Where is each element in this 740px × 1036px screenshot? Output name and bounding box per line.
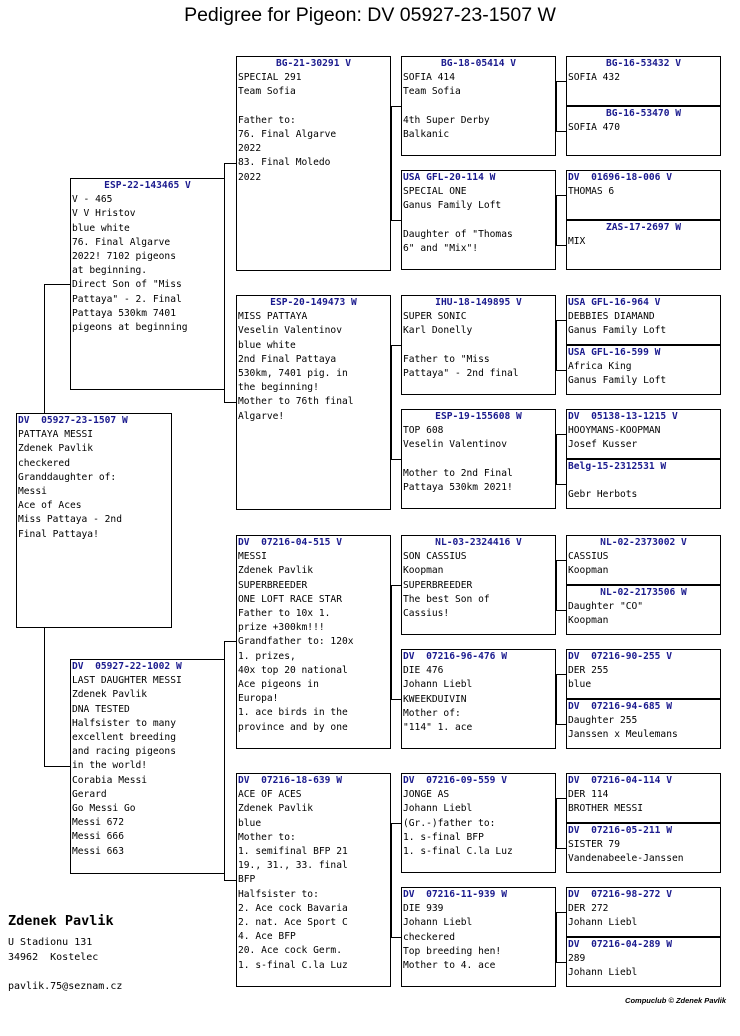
pigeon-info-line: Daughter of "Thomas: [403, 228, 513, 240]
pigeon-info-line: Ace of Aces: [18, 500, 82, 512]
connector-line: [556, 195, 566, 196]
connector-line: [556, 560, 566, 561]
owner-address-line1: U Stadionu 131: [8, 937, 93, 948]
pigeon-info-line: 2nd Final Pattaya: [238, 353, 337, 365]
pigeon-info-line: SUPER SONIC: [403, 311, 467, 323]
pigeon-info-line: Corabia Messi: [72, 774, 148, 786]
pigeon-info-line: Janssen x Meulemans: [568, 729, 678, 741]
connector-line: [44, 766, 70, 767]
pigeon-info-line: [403, 214, 554, 228]
pigeon-card-gggp-12[interactable]: [566, 699, 721, 749]
pigeon-info-line: BFP: [238, 874, 256, 886]
pigeon-info-line: Grandfather to: 120x: [238, 636, 354, 648]
pigeon-info-line: Johann Liebl: [568, 917, 638, 929]
pigeon-info-line: SON CASSIUS: [403, 551, 467, 563]
pigeon-info-line: Pattaya 530km 7401: [72, 307, 176, 319]
pigeon-info-line: Josef Kusser: [568, 439, 638, 451]
pigeon-info-line: 76. Final Algarve: [238, 129, 337, 140]
connector-line: [556, 195, 557, 246]
connector-line: [224, 641, 236, 642]
pigeon-info-line: KWEEKDUIVIN: [403, 693, 467, 705]
connector-line: [391, 106, 401, 107]
pigeon-card-gggp-15[interactable]: [566, 887, 721, 937]
connector-line: [224, 163, 225, 403]
connector-line: [391, 345, 401, 346]
pigeon-card-subject[interactable]: [16, 413, 172, 628]
pigeon-info-line: Veselin Valentinov: [238, 325, 342, 337]
pigeon-info-line: [403, 339, 554, 353]
connector-line: [556, 912, 566, 913]
pigeon-info-line: Team Sofia: [238, 86, 296, 98]
pigeon-info-line: 19., 31., 33. final: [238, 860, 348, 872]
pigeon-info-line: 1. s-final C.la Luz: [403, 846, 513, 858]
pigeon-info-line: Messi 672: [72, 817, 124, 829]
pigeon-info-line: SOFIA 414: [403, 72, 455, 84]
pigeon-card-ggm-1[interactable]: [401, 170, 556, 270]
ring-number: NL-03-2324416 V: [435, 537, 522, 548]
pigeon-info-line: SUPERBREEDER: [238, 579, 308, 591]
ring-number: ESP-20-149473 W: [270, 297, 357, 308]
pigeon-info-line: [238, 100, 389, 114]
pigeon-info-line: 40x top 20 national: [238, 664, 348, 676]
pigeon-info-line: DER 272: [568, 903, 609, 915]
pigeon-info-line: SPECIAL 291: [238, 72, 302, 84]
connector-line: [556, 484, 566, 485]
connector-line: [391, 220, 401, 221]
pigeon-card-gggp-13[interactable]: [566, 773, 721, 823]
pigeon-info-line: (Gr.-)father to:: [403, 817, 496, 829]
ring-number: USA GFL-16-964 V: [568, 297, 661, 308]
connector-line: [391, 699, 401, 700]
pigeon-info-line: Karl Donelly: [403, 325, 473, 337]
ring-number: DV 07216-04-289 W: [568, 939, 672, 950]
pigeon-info-line: Johann Liebl: [403, 803, 473, 815]
connector-line: [391, 823, 401, 824]
pigeon-card-gggp-7[interactable]: [566, 409, 721, 459]
pigeon-info-line: V - 465: [72, 194, 113, 206]
pigeon-info-line: Johann Liebl: [403, 679, 473, 691]
pigeon-info-line: 2. Ace cock Bavaria: [238, 902, 348, 914]
pigeon-info-line: Top breeding hen!: [403, 945, 502, 957]
pigeon-info-line: 1. semifinal BFP 21: [238, 846, 348, 858]
pigeon-card-paternal-grandmother[interactable]: [236, 295, 391, 510]
pigeon-info-line: Father to:: [238, 114, 296, 126]
ring-number: DV 07216-18-639 W: [238, 775, 342, 786]
pigeon-info-line: the beginning!: [238, 382, 319, 394]
connector-line: [556, 674, 557, 725]
connector-line: [391, 937, 401, 938]
pigeon-info-line: Zdenek Pavlik: [238, 803, 314, 815]
pigeon-info-line: DNA TESTED: [72, 703, 130, 715]
pigeon-card-mother[interactable]: [70, 659, 225, 874]
pigeon-info-line: [403, 453, 554, 467]
connector-line: [556, 320, 557, 371]
pigeon-info-line: Mother to 4. ace: [403, 960, 496, 972]
pigeon-info-line: Koopman: [403, 565, 444, 577]
owner-email[interactable]: pavlik.75@seznam.cz: [8, 981, 123, 992]
ring-number: DV 07216-94-685 W: [568, 701, 672, 712]
connector-line: [556, 131, 566, 132]
pigeon-info-line: SUPERBREEDER: [403, 579, 473, 591]
pigeon-info-line: pigeons at beginning: [72, 322, 188, 334]
pigeon-info-line: 76. Final Algarve: [72, 236, 171, 248]
pigeon-card-gggp-1[interactable]: [566, 56, 721, 106]
pigeon-info-line: Gerard: [72, 788, 107, 800]
pigeon-info-line: JONGE AS: [403, 789, 450, 801]
pigeon-card-gggp-9[interactable]: [566, 535, 721, 585]
pigeon-info-line: Cassius!: [403, 608, 450, 620]
pigeon-info-line: Mother of:: [403, 707, 461, 719]
connector-line: [391, 823, 392, 938]
pigeon-card-gggp-10[interactable]: [566, 585, 721, 635]
pigeon-card-gggp-4[interactable]: [566, 220, 721, 270]
pigeon-info-line: Koopman: [568, 565, 609, 577]
pigeon-info-line: 4. Ace BFP: [238, 931, 296, 943]
pigeon-info-line: Pattaya 530km 2021!: [403, 482, 513, 493]
pigeon-info-line: Mother to 76th final: [238, 396, 354, 408]
ring-number: USA GFL-20-114 W: [403, 172, 496, 183]
pigeon-card-maternal-grandmother[interactable]: [236, 773, 391, 987]
pigeon-info-line: 1. prizes,: [238, 650, 296, 662]
pigeon-card-ggm-3[interactable]: [401, 649, 556, 749]
pigeon-info-line: 1. s-final BFP: [403, 831, 484, 843]
pigeon-card-gggp-6[interactable]: [566, 345, 721, 395]
pigeon-info-line: Messi 666: [72, 831, 124, 843]
connector-line: [556, 320, 566, 321]
connector-line: [556, 81, 566, 82]
pigeon-info-line: MESSI: [238, 551, 267, 563]
connector-line: [391, 585, 401, 586]
ring-number: BG-16-53470 W: [605, 108, 682, 119]
page-title: Pedigree for Pigeon: DV 05927-23-1507 W: [184, 4, 556, 26]
pigeon-info-line: SISTER 79: [568, 839, 620, 851]
ring-number: DV 07216-04-515 V: [238, 537, 342, 548]
pigeon-info-line: Vandenabeele-Janssen: [568, 853, 684, 865]
pigeon-info-line: Direct Son of "Miss: [72, 279, 182, 291]
ring-number: ESP-19-155608 W: [435, 411, 522, 422]
pigeon-info-line: 2022! 7102 pigeons: [72, 251, 176, 263]
pigeon-info-line: 1. s-final C.la Luz: [238, 959, 348, 971]
pigeon-info-line: Johann Liebl: [403, 917, 473, 929]
pigeon-info-line: LAST DAUGHTER MESSI: [72, 675, 182, 687]
pigeon-info-line: V V Hristov: [72, 208, 136, 220]
pigeon-card-ggf-3[interactable]: [401, 535, 556, 635]
pigeon-info-line: Zdenek Pavlik: [238, 565, 314, 577]
pigeon-card-ggm-4[interactable]: [401, 887, 556, 987]
pigeon-info-line: Zdenek Pavlik: [18, 443, 94, 455]
pigeon-info-line: Team Sofia: [403, 86, 461, 98]
pigeon-info-line: Veselin Valentinov: [403, 439, 507, 451]
pigeon-info-line: excellent breeding: [72, 732, 176, 744]
ring-number: DV 01696-18-006 V: [568, 172, 672, 183]
connector-line: [556, 245, 566, 246]
ring-number: ESP-22-143465 V: [104, 180, 191, 191]
pigeon-info-line: 4th Super Derby: [403, 114, 490, 126]
pigeon-info-line: Pattaya" - 2nd final: [403, 368, 519, 379]
ring-number: DV 05927-23-1507 W: [18, 415, 128, 426]
pigeon-info-line: DER 255: [568, 665, 609, 677]
connector-line: [556, 434, 566, 435]
ring-number: DV 07216-05-211 W: [568, 825, 672, 836]
pigeon-info-line: 2022: [238, 143, 262, 155]
pigeon-info-line: Ganus Family Loft: [568, 325, 667, 337]
connector-line: [556, 81, 557, 132]
pigeon-info-line: blue white: [238, 339, 296, 351]
pigeon-card-gggp-2[interactable]: [566, 106, 721, 156]
ring-number: DV 07216-96-476 W: [403, 651, 507, 662]
pigeon-info-line: prize +300km!!!: [238, 622, 325, 634]
pigeon-info-line: MIX: [568, 236, 586, 248]
pigeon-card-gggp-16[interactable]: [566, 937, 721, 987]
pigeon-info-line: checkered: [403, 931, 455, 943]
pigeon-info-line: blue: [238, 817, 262, 829]
pigeon-info-line: Father to 10x 1.: [238, 608, 331, 620]
pigeon-info-line: 530km, 7401 pig. in: [238, 368, 348, 380]
pigeon-info-line: 1. ace birds in the: [238, 707, 348, 719]
connector-line: [44, 627, 45, 767]
pigeon-info-line: BROTHER MESSI: [568, 803, 644, 815]
pigeon-info-line: Final Pattaya!: [18, 528, 99, 540]
pigeon-info-line: MISS PATTAYA: [238, 311, 308, 323]
pigeon-info-line: Go Messi Go: [72, 803, 136, 815]
pigeon-info-line: Messi: [18, 486, 47, 498]
pigeon-info-line: Gebr Herbots: [568, 489, 638, 501]
connector-line: [556, 912, 557, 963]
pigeon-card-father[interactable]: [70, 178, 225, 390]
pigeon-info-line: Mother to:: [238, 831, 296, 843]
pigeon-info-line: Balkanic: [403, 129, 450, 140]
connector-line: [224, 402, 236, 403]
pigeon-info-line: [568, 474, 719, 488]
ring-number: DV 07216-09-559 V: [403, 775, 507, 786]
pigeon-info-line: in the world!: [72, 760, 148, 772]
pigeon-card-ggf-2[interactable]: [401, 295, 556, 395]
pigeon-info-line: Daughter "CO": [568, 601, 644, 613]
pigeon-info-line: 6" and "Mix"!: [403, 243, 479, 254]
pigeon-info-line: CASSIUS: [568, 551, 609, 563]
software-credit: Compuclub © Zdenek Pavlik: [625, 996, 726, 1005]
ring-number: BG-21-30291 V: [275, 58, 352, 69]
ring-number: DV 05138-13-1215 V: [568, 411, 678, 422]
ring-number: ZAS-17-2697 W: [605, 222, 682, 233]
pigeon-info-line: SOFIA 432: [568, 72, 620, 84]
connector-line: [556, 370, 566, 371]
pigeon-info-line: Mother to 2nd Final: [403, 467, 513, 479]
pigeon-info-line: DIE 476: [403, 665, 444, 677]
pigeon-info-line: Ganus Family Loft: [403, 200, 502, 212]
ring-number: DV 07216-98-272 V: [568, 889, 672, 900]
connector-line: [224, 163, 236, 164]
owner-name: Zdenek Pavlik: [8, 913, 114, 929]
pigeon-info-line: Halfsister to:: [238, 888, 319, 900]
ring-number: Belg-15-2312531 W: [568, 461, 667, 472]
pigeon-info-line: Europa!: [238, 693, 279, 705]
connector-line: [391, 106, 392, 221]
pigeon-info-line: 20. Ace cock Germ.: [238, 945, 342, 957]
pigeon-info-line: THOMAS 6: [568, 186, 615, 198]
pigeon-info-line: Algarve!: [238, 410, 285, 422]
pigeon-info-line: blue white: [72, 222, 130, 234]
pigeon-info-line: 289: [568, 953, 586, 965]
pigeon-info-line: 2. nat. Ace Sport C: [238, 917, 348, 929]
pigeon-card-paternal-grandfather[interactable]: [236, 56, 391, 271]
pigeon-info-line: Johann Liebl: [568, 967, 638, 979]
pigeon-info-line: HOOYMANS-KOOPMAN: [568, 425, 661, 437]
pigeon-info-line: DEBBIES DIAMAND: [568, 311, 655, 323]
pigeon-info-line: Miss Pattaya - 2nd: [18, 514, 122, 526]
ring-number: DV 05927-22-1002 W: [72, 661, 182, 672]
pigeon-info-line: SOFIA 470: [568, 122, 620, 134]
pigeon-info-line: blue: [568, 679, 592, 691]
pigeon-info-line: TOP 608: [403, 425, 444, 437]
ring-number: DV 07216-04-114 V: [568, 775, 672, 786]
owner-address-line2: 34962 Kostelec: [8, 952, 99, 963]
ring-number: IHU-18-149895 V: [435, 297, 522, 308]
pigeon-card-ggf-1[interactable]: [401, 56, 556, 156]
pigeon-card-gggp-3[interactable]: [566, 170, 721, 220]
ring-number: NL-02-2173506 W: [600, 587, 687, 598]
pigeon-info-line: at beginning.: [72, 265, 148, 277]
pigeon-info-line: Zdenek Pavlik: [72, 689, 148, 701]
pigeon-card-gggp-14[interactable]: [566, 823, 721, 873]
connector-line: [391, 585, 392, 700]
pigeon-card-gggp-8[interactable]: [566, 459, 721, 509]
connector-line: [44, 284, 70, 285]
pigeon-info-line: DER 114: [568, 789, 609, 801]
connector-line: [44, 284, 45, 414]
pigeon-info-line: SPECIAL ONE: [403, 186, 467, 198]
pigeon-info-line: The best Son of: [403, 593, 490, 605]
connector-line: [556, 962, 566, 963]
pigeon-info-line: 2022: [238, 171, 262, 183]
pigeon-info-line: Africa King: [568, 361, 632, 373]
pigeon-info-line: Halfsister to many: [72, 717, 176, 729]
connector-line: [556, 798, 566, 799]
ring-number: DV 07216-11-939 W: [403, 889, 507, 900]
pigeon-info-line: Pattaya" - 2. Final: [72, 293, 182, 305]
connector-line: [391, 459, 401, 460]
connector-line: [556, 434, 557, 485]
connector-line: [224, 641, 225, 881]
pigeon-info-line: DIE 939: [403, 903, 444, 915]
ring-number: NL-02-2373002 V: [600, 537, 687, 548]
pigeon-card-gggp-5[interactable]: [566, 295, 721, 345]
pigeon-info-line: Ganus Family Loft: [568, 375, 667, 387]
pigeon-info-line: Messi 663: [72, 845, 124, 857]
pigeon-info-line: ACE OF ACES: [238, 789, 302, 801]
connector-line: [556, 674, 566, 675]
connector-line: [556, 610, 566, 611]
connector-line: [556, 798, 557, 849]
pigeon-info-line: ONE LOFT RACE STAR: [238, 593, 342, 605]
pigeon-info-line: [403, 100, 554, 114]
pigeon-card-maternal-grandfather[interactable]: [236, 535, 391, 749]
pigeon-info-line: Father to "Miss: [403, 353, 490, 365]
connector-line: [556, 848, 566, 849]
pigeon-info-line: 83. Final Moledo: [238, 157, 331, 169]
pigeon-info-line: Ace pigeons in: [238, 679, 319, 691]
ring-number: DV 07216-90-255 V: [568, 651, 672, 662]
pigeon-info-line: Koopman: [568, 615, 609, 627]
pigeon-info-line: Granddaughter of:: [18, 471, 117, 483]
connector-line: [556, 560, 557, 611]
pigeon-card-ggf-4[interactable]: [401, 773, 556, 873]
pigeon-info-line: and racing pigeons: [72, 746, 176, 758]
ring-number: BG-16-53432 V: [605, 58, 682, 69]
pigeon-info-line: province and by one: [238, 721, 348, 733]
pigeon-info-line: PATTAYA MESSI: [18, 429, 94, 441]
connector-line: [556, 724, 566, 725]
ring-number: USA GFL-16-599 W: [568, 347, 661, 358]
pigeon-info-line: Daughter 255: [568, 715, 638, 727]
pigeon-card-ggm-2[interactable]: [401, 409, 556, 509]
ring-number: BG-18-05414 V: [440, 58, 517, 69]
pigeon-info-line: checkered: [18, 457, 70, 469]
connector-line: [391, 345, 392, 460]
pigeon-info-line: "114" 1. ace: [403, 722, 473, 734]
connector-line: [224, 880, 236, 881]
pigeon-card-gggp-11[interactable]: [566, 649, 721, 699]
